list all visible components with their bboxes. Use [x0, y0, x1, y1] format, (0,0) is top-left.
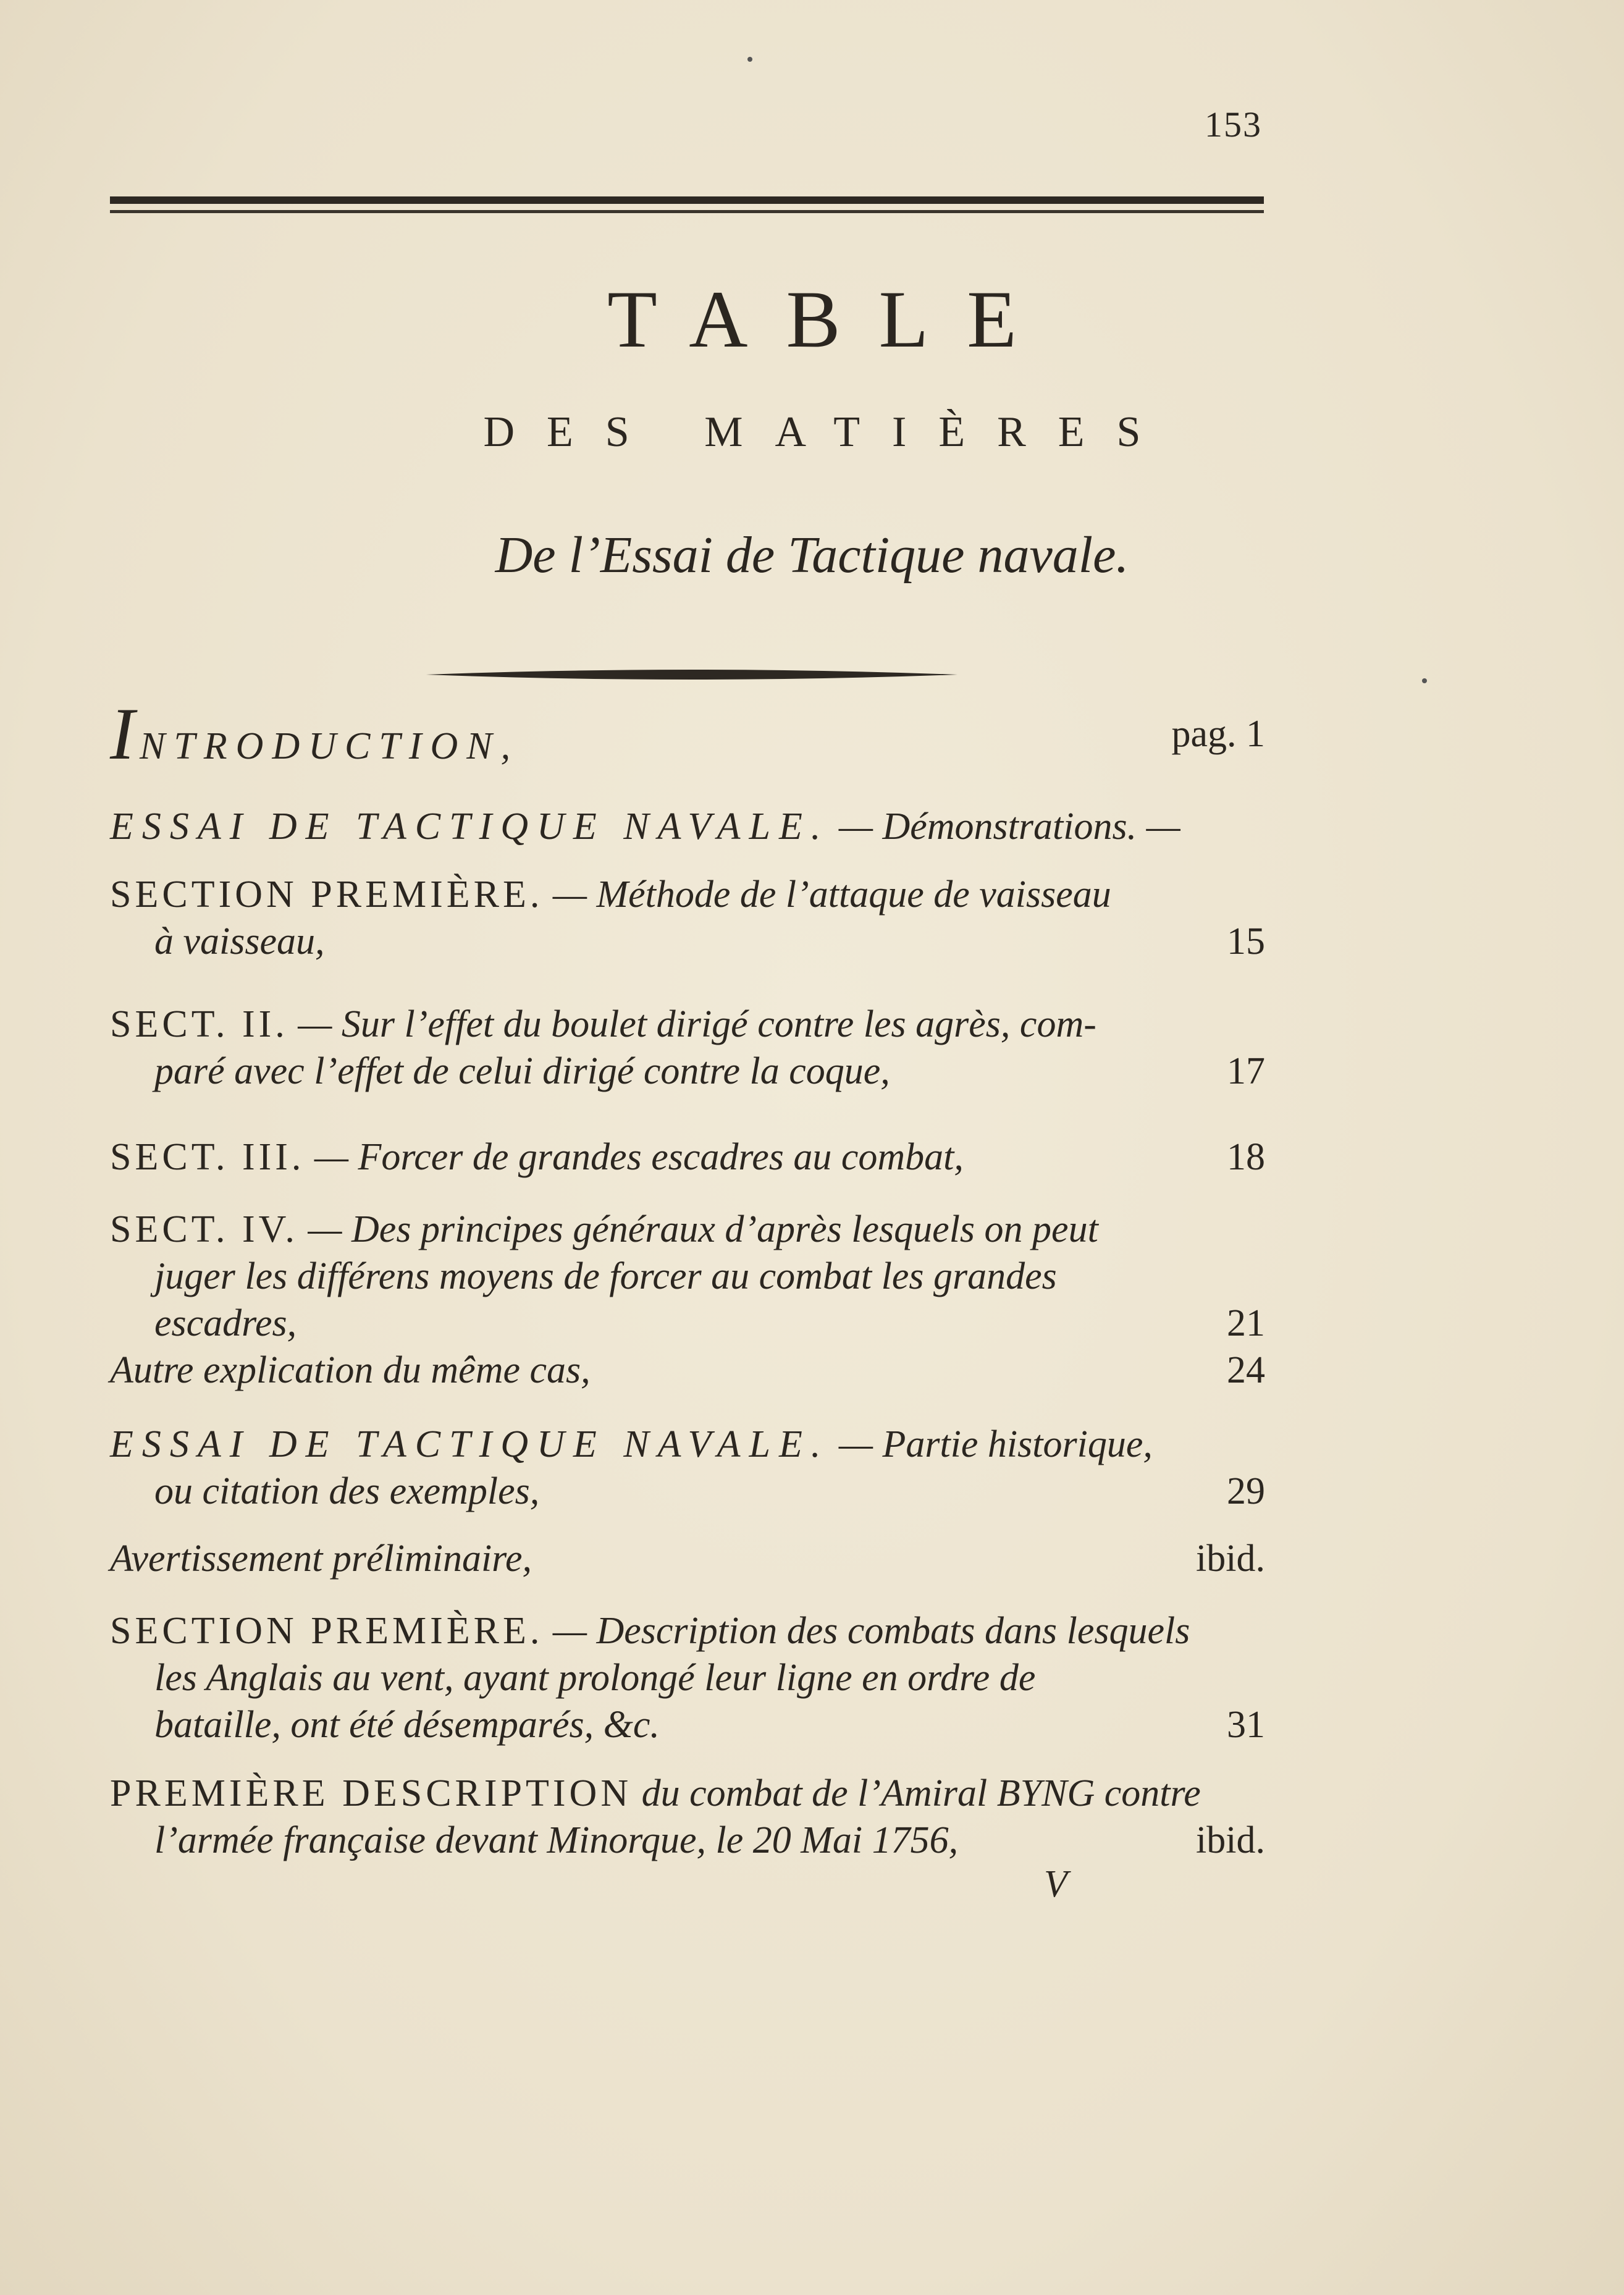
entry-text: du combat de l’Amiral BYNG contre — [632, 1772, 1201, 1814]
page-subtitle: DES MATIÈRES — [483, 408, 1173, 456]
entry-text: — Des principes généraux d’après lesquels on peut — [298, 1208, 1098, 1250]
toc-entry-introduction[interactable] — [110, 693, 1265, 775]
work-title: De l’Essai de Tactique navale. — [495, 526, 1129, 584]
toc-entry-autre-explication[interactable] — [110, 1347, 1265, 1394]
toc-entry-sect-ii[interactable] — [110, 1001, 1265, 1095]
page-ref: 24 — [1227, 1349, 1265, 1391]
page-ref: 31 — [1227, 1704, 1265, 1746]
drop-cap: I — [110, 693, 135, 775]
entry-text: — Forcer de grandes escadres au combat, — [305, 1136, 964, 1178]
entry-text: — Sur l’effet du boulet dirigé contre les agrès, com- — [288, 1003, 1096, 1045]
page-ref: ibid. — [1196, 1819, 1265, 1861]
page-ref: 18 — [1227, 1136, 1265, 1178]
entry-lead: SECTION PREMIÈRE. — [110, 874, 544, 916]
toc-entry-premiere-description[interactable] — [110, 1770, 1265, 1864]
entry-lead: NTRODUCTION, — [139, 725, 520, 767]
entry-text: — Méthode de l’attaque de vaisseau — [543, 874, 1111, 916]
page-ref: 29 — [1227, 1470, 1265, 1512]
entry-text: Avertissement préliminaire, — [110, 1538, 532, 1580]
entry-continuation: paré avec l’effet de celui dirigé contre la coque, — [154, 1050, 890, 1092]
entry-continuation: bataille, ont été désemparés, &c. — [154, 1704, 660, 1746]
page-ref: 15 — [1227, 920, 1265, 962]
page-title: TABLE — [607, 274, 1055, 364]
toc-entry-sect-iv[interactable] — [110, 1206, 1265, 1347]
ink-speck — [747, 57, 752, 62]
toc-entry-avertissement[interactable] — [110, 1535, 1265, 1582]
toc-entry-section-premiere-description[interactable] — [110, 1607, 1265, 1748]
entry-lead: SECT. IV. — [110, 1208, 298, 1250]
entry-continuation: escadres, — [154, 1302, 297, 1344]
signature-mark: V — [1044, 1863, 1067, 1905]
entry-lead: SECT. II. — [110, 1003, 288, 1045]
toc-entry-essai-demonstrations[interactable] — [110, 803, 1265, 850]
entry-continuation: l’armée française devant Minorque, le 20 Mai 1756, — [154, 1819, 959, 1861]
entry-lead: SECT. III. — [110, 1136, 305, 1178]
ink-speck — [1422, 678, 1427, 683]
entry-continuation: à vaisseau, — [154, 920, 325, 962]
toc-entry-sect-iii[interactable] — [110, 1134, 1265, 1181]
double-rule — [110, 196, 1264, 219]
ornamental-rule — [426, 662, 957, 687]
page-ref: ibid. — [1196, 1538, 1265, 1580]
entry-continuation: ou citation des exemples, — [154, 1470, 540, 1512]
entry-continuation: juger les différens moyens de forcer au combat les grandes — [154, 1255, 1057, 1297]
entry-continuation: les Anglais au vent, ayant prolongé leur ligne en ordre de — [154, 1657, 1036, 1699]
entry-text: Autre explication du même cas, — [110, 1349, 591, 1391]
page-ref: 21 — [1227, 1302, 1265, 1344]
entry-text: — Démonstrations. — — [829, 806, 1180, 848]
entry-text: — Partie historique, — [829, 1423, 1153, 1465]
page-number: 153 — [1205, 104, 1262, 145]
entry-text: — Description des combats dans lesquels — [543, 1610, 1190, 1652]
entry-lead: PREMIÈRE DESCRIPTION — [110, 1772, 633, 1814]
entry-lead: ESSAI DE TACTIQUE NAVALE. — [110, 806, 830, 848]
toc-entry-essai-partie-historique[interactable] — [110, 1421, 1265, 1515]
entry-lead: SECTION PREMIÈRE. — [110, 1610, 544, 1652]
toc-entry-section-premiere[interactable] — [110, 871, 1265, 965]
entry-lead: ESSAI DE TACTIQUE NAVALE. — [110, 1423, 830, 1465]
page-ref: 17 — [1227, 1050, 1265, 1092]
page-ref: pag. 1 — [1171, 713, 1265, 755]
